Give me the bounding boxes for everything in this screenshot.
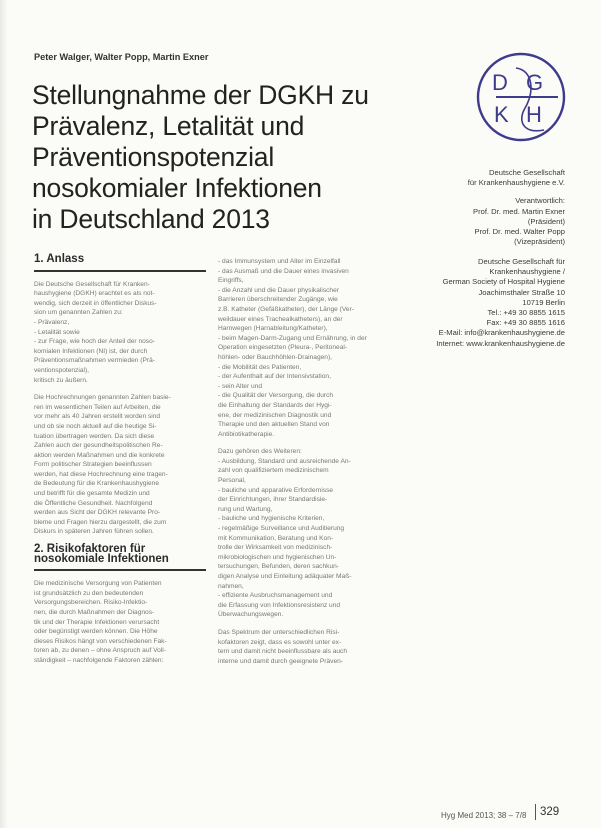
contact-line: 10719 Berlin [522,297,565,307]
text-line: und betrifft für die gesamte Medizin und [34,490,150,498]
text-line: die Öffentliche Gesundheit. Nachfolgend [34,499,153,507]
text-line: Operation eingesetzten (Pleura-, Peritoneal- [218,344,348,352]
contact-line: Fax: +49 30 8855 1616 [486,318,565,328]
text-line: - Prävalenz, [34,318,70,326]
section-title: Anlass [46,253,85,265]
paragraph-spektrum [218,628,390,666]
text-line: mit Kommunikation, Beratung und Kon- [218,534,334,542]
title-line: in Deutschland 2013 [32,204,270,234]
text-line: Eingriffs, [218,277,244,285]
section-title: Risikofaktoren für nosokomiale Infektionen [34,543,169,565]
text-line: vor mehr als 40 Jahren erstellt worden sind [34,413,161,421]
responsible-line: Prof. Dr. med. Walter Popp [474,227,565,237]
text-line: interne und damit durch geeignete Präven- [218,657,343,665]
text-line: Die Deutsche Gesellschaft für Kranken- [34,280,150,288]
text-line: kritisch zu äußern. [34,376,88,384]
text-line: Präventionsmaßnahmen vermieden (Prä- [34,357,155,365]
page-edge-shadow [0,0,8,828]
text-line: - die Mobilität des Patienten, [218,363,302,371]
text-line: ist grundsätzlich zu den bedeutenden [34,589,144,597]
text-line: ren im wesentlichen Teilen auf Arbeiten, die [34,403,161,411]
text-line: komialen Infektionen (NI) ist, der durch [34,347,148,355]
text-line: tik und der Therapie Infektionen verursacht [34,618,160,626]
responsible-line: Verantwortlich: [515,196,565,206]
text-line: oder begünstigt werden können. Die Höhe [34,628,158,636]
text-line: de Bedeutung für die Krankenhaushygiene [34,480,160,488]
text-line: haushygiene (DGKH) erachtet es als not- [34,290,155,298]
text-line: nahmen, [218,582,244,590]
text-line: Form politischer Strategien beeinflussen [34,461,152,469]
text-line: werden, hat diese Hochrechnung eine tragen- [34,470,168,478]
dgkh-logo [474,50,568,144]
text-line: - Ausbildung, Standard und ausreichende An- [218,457,351,465]
text-line: trolle der Wirksamkeit von medizinisch- [218,544,333,552]
section-heading-1 [34,255,208,265]
text-line: rung und Wartung, [218,505,273,513]
text-line: zahl von qualifiziertem medizinischem [218,467,329,475]
contact-line: Joachimsthaler Straße 10 [478,287,565,297]
text-line: tersuchungen, Befunden, deren sachkun- [218,563,339,571]
journal-citation: Hyg Med 2013; 38 – 7/8 [441,811,527,820]
text-line: bleme und Fragen hierzu dargestellt, die zum [34,518,167,526]
contact-line: German Society of Hospital Hygiene [442,277,565,287]
text-line: und ob sie noch aktuell auf die heutige Si- [34,422,157,430]
logo-letter-d: D [492,70,508,95]
text-line: Überwachungswegen. [218,611,284,619]
page-number: 329 [535,804,559,820]
text-line: Die medizinische Versorgung von Patienten [34,580,162,588]
text-line: - das Immunsystem und Alter im Einzelfall [218,258,341,265]
text-line: - zur Frage, wie hoch der Anteil der noso- [34,338,155,346]
text-line: - beim Magen-Darm-Zugang und Ernährung, in der [218,334,367,342]
text-line: - der Aufenthalt auf der Intensivstation, [218,373,331,381]
text-line: digen Analyse und Einleitung adäquater Maß- [218,573,352,580]
text-line: - die Anzahl und die Dauer physikalischer [218,286,339,294]
contact-website[interactable]: Internet: www.krankenhaushygiene.de [436,338,565,348]
logo-letter-g: G [526,70,544,95]
text-line: ventionspotenzial), [34,366,89,374]
text-line: - effiziente Ausbruchsmanagement und [218,592,333,600]
text-line: - bauliche und hygienische Kriterien, [218,515,325,523]
title-line: Prävalenz, Letalität und [32,111,305,141]
text-line: werden aus Sicht der DGKH relevante Pro- [34,509,161,517]
text-line: Versorgungsbereichen. Risiko-Infektio- [34,599,148,607]
logo-letter-k: K [494,102,509,127]
text-line: z.B. Katheter (Gefäßkatheter), der Länge (Ver- [218,305,354,313]
responsible-line: Prof. Dr. med. Martin Exner [473,206,565,216]
text-line: ständigkeit – nachfolgende Faktoren zählen: [34,656,164,664]
paragraph-hochrechnungen [34,393,208,537]
contact-line: Krankenhaushygiene / [489,267,565,277]
text-line: - das Ausmaß und die Dauer eines invasiven [218,267,349,275]
text-line: Dazu gehören des Weiteren: [218,448,302,456]
text-line: - regelmäßige Surveillance und Auditierung [218,525,345,533]
text-line: toren ab, zu denen – ohne Anspruch auf Voll- [34,647,166,655]
text-column-left [34,255,208,666]
contact-info [392,257,565,349]
text-line: mikrobiologischen und hygienischen Un- [218,553,337,561]
society-info [402,168,565,255]
text-column-middle [218,257,390,666]
heading-rule [34,569,206,571]
text-line: aktion werden Maßnahmen und die konkrete [34,451,165,459]
text-line: die Erfassung von Infektionsresistenz und [218,601,341,609]
paragraph-risikofaktoren [34,579,208,665]
text-line: - sein Alter und [218,382,262,390]
contact-line: Tel.: +49 30 8855 1615 [487,308,565,318]
text-line: Zahlen auch der gesundheitspolitischen Re- [34,442,163,450]
authors: Peter Walger, Walter Popp, Martin Exner [34,52,209,62]
text-line: ene, der medizinischen Diagnostik und [218,411,332,419]
text-line: Diskurs in späteren Jahren führen sollen. [34,528,154,536]
section-heading-2 [34,545,208,564]
text-line: dieses Risikos hängt von verschiedenen Fak- [34,637,167,645]
responsible-line: (Vizepräsident) [514,237,565,247]
list-risk-factors [218,257,390,439]
text-line: Antibiotikatherapie. [218,430,275,438]
text-line: tern und damit nicht beeinflussbare als auch [218,648,348,656]
heading-rule [34,270,206,272]
text-line: - die Qualität der Versorgung, die durch [218,392,334,400]
contact-email[interactable]: E-Mail: info@krankenhaushygiene.de [438,328,565,338]
text-line: Therapie und den aktuellen Stand von [218,421,330,429]
article-title [32,80,422,235]
text-line: nen, die durch Maßnahmen der Diagnos- [34,609,155,616]
logo-letter-h: H [526,102,542,127]
text-line: Harnwegen (Harnableitung/Katheter), [218,325,328,333]
text-line: Die Hochrechnungen genannten Zahlen basie- [34,394,171,402]
text-line: Personal, [218,477,246,485]
text-line: Das Spektrum der unterschiedlichen Risi- [218,628,340,636]
title-line: Stellungnahme der DGKH zu [32,80,369,110]
text-line: tuation übertragen werden. Da sich diese [34,432,155,440]
text-line: Barrieren überschreitender Zugänge, wie [218,296,338,304]
text-line: weildauer eines Trachealkatheters), an der [218,315,343,323]
list-further-factors [218,447,390,620]
org-line: Deutsche Gesellschaft [489,168,565,177]
text-line: - bauliche und apparative Erfordernisse [218,486,334,494]
paragraph-anlass [34,280,208,386]
org-line: für Krankenhaushygiene e.V. [467,178,565,188]
text-line: die Einhaltung der Standards der Hygi- [218,401,332,409]
text-line: sion um genannten Zahlen zu: [34,309,123,317]
responsible-line: (Präsident) [527,216,565,226]
contact-line: Deutsche Gesellschaft für [478,257,565,266]
text-line: - Letalität sowie [34,328,80,336]
text-line: der Einrichtungen, ihrer Standardisie- [218,496,328,504]
text-line: wendig, sich derzeit in öffentlicher Diskus- [34,299,157,307]
text-line: kofaktoren zeigt, dass es sowohl unter ex- [218,638,342,646]
section-number: 1. [34,253,44,265]
section-number: 2. [34,543,44,556]
text-line: höhlen- oder Bauchhöhlen-Drainagen), [218,353,333,361]
title-line: Präventionspotenzial [32,142,275,172]
title-line: nosokomialer Infektionen [32,173,322,203]
